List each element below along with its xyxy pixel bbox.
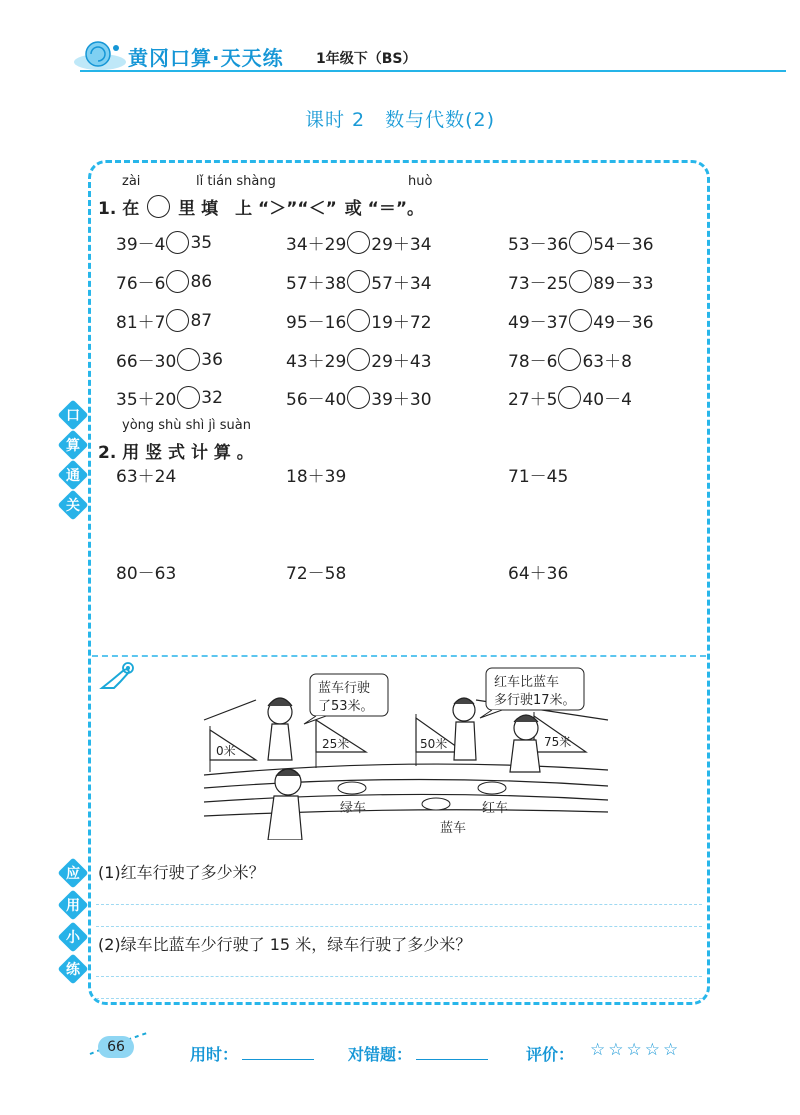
side-tab-top-2: 算 xyxy=(57,429,88,460)
answer-circle[interactable] xyxy=(347,386,370,409)
time-blank[interactable] xyxy=(242,1045,314,1060)
answer-circle[interactable] xyxy=(569,231,592,254)
flag-label-75: 75米 xyxy=(544,735,572,749)
brand-title: 黄冈口算·天天练 xyxy=(128,46,284,70)
comparison-left: 43＋29 xyxy=(286,352,347,372)
side-tab-bottom-4: 练 xyxy=(57,953,88,984)
comparison-item xyxy=(116,308,212,333)
comparison-right: 86 xyxy=(190,271,213,292)
errors-blank[interactable] xyxy=(416,1045,488,1060)
car-blue xyxy=(422,798,450,810)
comparison-item xyxy=(116,347,223,372)
side-tab-top-4: 关 xyxy=(57,489,88,520)
calc-item: 71－45 xyxy=(508,467,569,487)
car-label-green: 绿车 xyxy=(340,801,367,816)
car-green xyxy=(338,782,366,794)
comparison-right: 57＋34 xyxy=(371,274,432,294)
comparison-item xyxy=(286,347,432,372)
comparison-left: 56－40 xyxy=(286,390,347,410)
side-tab-bottom-1: 应 xyxy=(57,857,88,888)
comparison-left: 27＋5 xyxy=(508,390,558,410)
q1-number: 1. 在 xyxy=(98,199,140,219)
comparison-right: 87 xyxy=(190,310,213,331)
comparison-right: 89－33 xyxy=(593,274,654,294)
answer-line xyxy=(96,976,702,977)
calc-item: 18＋39 xyxy=(286,467,347,487)
comparison-item xyxy=(508,269,654,294)
boy-figure-center xyxy=(453,698,476,760)
girl-figure xyxy=(268,698,292,760)
comparison-right: 29＋34 xyxy=(371,235,432,255)
comparison-right: 32 xyxy=(201,387,223,408)
calc-item: 63＋24 xyxy=(116,467,177,487)
answer-circle[interactable] xyxy=(569,270,592,293)
comparison-right: 29＋43 xyxy=(371,352,432,372)
pointing-hand-icon xyxy=(98,660,138,694)
lesson-title: 课时 2 数与代数(2) xyxy=(304,109,496,131)
car-label-red: 红车 xyxy=(482,801,509,816)
answer-line xyxy=(96,926,702,927)
q1-prompt xyxy=(98,194,424,219)
answer-circle[interactable] xyxy=(347,231,370,254)
comparison-right: 36 xyxy=(201,349,223,370)
comparison-item xyxy=(116,269,212,294)
flag-label-25: 25米 xyxy=(322,737,350,751)
svg-text:多行驶17米。: 多行驶17米。 xyxy=(494,693,576,708)
speech-bubble-right xyxy=(480,668,584,718)
answer-circle[interactable] xyxy=(347,309,370,332)
comparison-left: 78－6 xyxy=(508,352,558,372)
sub-question-1: (1)红车行驶了多少米？ xyxy=(98,863,265,882)
comparison-left: 66－30 xyxy=(116,352,177,372)
q1-pinyin-zai: zài xyxy=(122,174,141,189)
q1-pinyin-litian: lǐ tián shàng xyxy=(196,174,276,189)
car-red xyxy=(478,782,506,794)
answer-circle[interactable] xyxy=(177,386,200,409)
comparison-item xyxy=(508,230,654,255)
side-tab-top-3: 通 xyxy=(57,459,88,490)
q1-circle-icon xyxy=(147,195,170,218)
answer-line xyxy=(96,904,702,905)
comparison-item xyxy=(508,385,632,410)
q1-text-b: 或 “＝”。 xyxy=(344,199,425,219)
answer-circle[interactable] xyxy=(166,270,189,293)
answer-circle[interactable] xyxy=(558,348,581,371)
comparison-left: 81＋7 xyxy=(116,313,166,333)
comparison-right: 54－36 xyxy=(593,235,654,255)
boy-figure-front xyxy=(268,769,302,840)
header xyxy=(0,0,800,80)
comparison-right: 35 xyxy=(190,232,213,253)
comparison-item xyxy=(116,230,212,255)
comparison-left: 49－37 xyxy=(508,313,569,333)
comparison-right: 49－36 xyxy=(593,313,654,333)
side-tab-bottom-3: 小 xyxy=(57,921,88,952)
comparison-left: 95－16 xyxy=(286,313,347,333)
q1-text-a: 里 填 上 “＞”“＜” xyxy=(178,199,337,219)
side-tab-bottom-2: 用 xyxy=(57,889,88,920)
snail-logo-icon xyxy=(72,38,128,72)
boy-figure-right xyxy=(510,715,540,772)
answer-circle[interactable] xyxy=(569,309,592,332)
comparison-left: 73－25 xyxy=(508,274,569,294)
speech-bubble-left xyxy=(304,674,388,724)
svg-text:红车比蓝车: 红车比蓝车 xyxy=(494,675,560,690)
race-track xyxy=(204,700,608,816)
comparison-right: 39＋30 xyxy=(371,390,432,410)
comparison-left: 57＋38 xyxy=(286,274,347,294)
rating-label: 评价： xyxy=(526,1045,575,1064)
answer-circle[interactable] xyxy=(558,386,581,409)
comparison-item xyxy=(508,308,654,333)
sub-question-2: (2)绿车比蓝车少行驶了 15 米，绿车行驶了多少米？ xyxy=(98,935,472,954)
answer-circle[interactable] xyxy=(177,348,200,371)
comparison-item xyxy=(286,385,432,410)
comparison-left: 53－36 xyxy=(508,235,569,255)
comparison-item xyxy=(116,385,223,410)
svg-text:了53米。: 了53米。 xyxy=(318,699,374,714)
page-number: 66 xyxy=(98,1036,134,1058)
calc-item: 72－58 xyxy=(286,564,347,584)
flag-label-50: 50米 xyxy=(420,737,448,751)
rating-stars[interactable]: ☆☆☆☆☆ xyxy=(590,1040,682,1060)
comparison-item xyxy=(286,308,432,333)
answer-circle[interactable] xyxy=(347,270,370,293)
comparison-left: 34＋29 xyxy=(286,235,347,255)
car-label-blue: 蓝车 xyxy=(440,821,467,836)
comparison-right: 63＋8 xyxy=(582,352,632,372)
time-label: 用时： xyxy=(190,1042,314,1065)
header-divider xyxy=(80,70,786,72)
comparison-left: 39－4 xyxy=(116,235,166,255)
comparison-item xyxy=(286,230,432,255)
comparison-right: 19＋72 xyxy=(371,313,432,333)
race-scene-illustration xyxy=(196,660,616,840)
calc-item: 80－63 xyxy=(116,564,177,584)
answer-circle[interactable] xyxy=(166,231,189,254)
errors-label: 对错题： xyxy=(348,1042,488,1065)
svg-text:蓝车行驶: 蓝车行驶 xyxy=(318,681,371,696)
comparison-item xyxy=(286,269,432,294)
grade-label: 1年级下（BS） xyxy=(316,51,417,67)
comparison-left: 35＋20 xyxy=(116,390,177,410)
q2-title: 2. 用 竖 式 计 算 。 xyxy=(98,443,254,463)
comparison-left: 76－6 xyxy=(116,274,166,294)
section-divider xyxy=(92,655,706,657)
q1-pinyin-huo: huò xyxy=(408,174,433,189)
answer-circle[interactable] xyxy=(347,348,370,371)
comparison-right: 40－4 xyxy=(582,390,632,410)
comparison-item xyxy=(508,347,632,372)
calc-item: 64＋36 xyxy=(508,564,569,584)
q2-pinyin: yòng shù shì jì suàn xyxy=(122,418,251,433)
answer-line xyxy=(96,998,702,999)
flag-label-0: 0米 xyxy=(216,744,236,758)
answer-circle[interactable] xyxy=(166,309,189,332)
side-tab-top-1: 口 xyxy=(57,399,88,430)
